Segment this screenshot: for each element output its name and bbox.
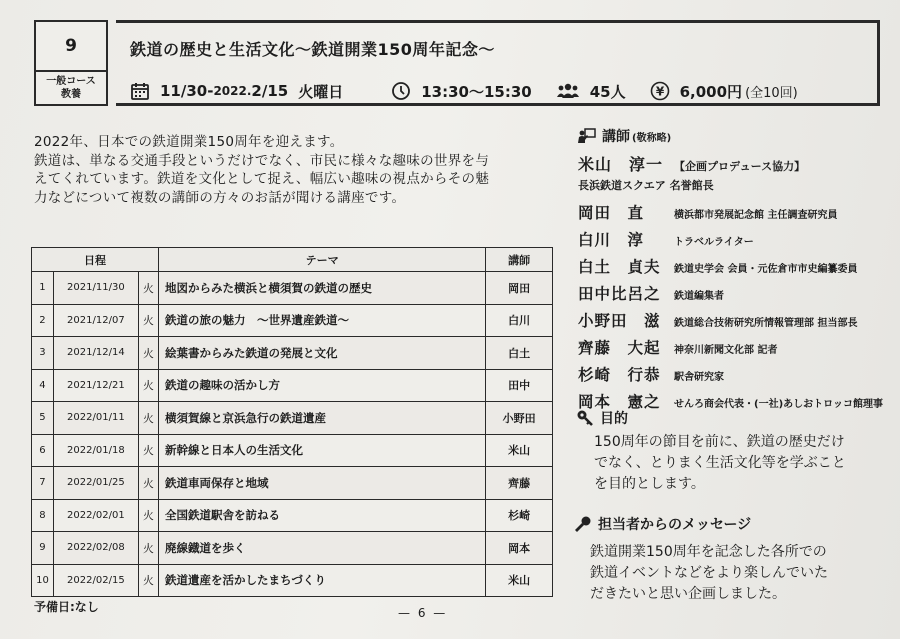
session-lecturer: 岡本 (486, 532, 553, 565)
lecturer-name: 白川 淳 (578, 231, 645, 249)
fee: 6,000円 (679, 82, 743, 101)
lecturer-icon (578, 128, 596, 144)
session-theme: 鉄道車両保存と地域 (159, 467, 486, 500)
lecturer-affiliation: せんろ商会代表・(一社)あしおトロッコ館理事 (674, 399, 883, 410)
course-info-row (130, 79, 867, 103)
session-lecturer: 岡田 (486, 272, 553, 305)
session-number: 8 (32, 499, 54, 532)
session-lecturer: 杉崎 (486, 499, 553, 532)
lecturer-affiliation: 横浜都市発展記念館 主任調査研究員 (674, 210, 838, 221)
session-number: 7 (32, 467, 54, 500)
lecturer-affiliation: 鉄道編集者 (674, 291, 724, 302)
lecturer-role: 【企画プロデュース協力】 (674, 160, 806, 173)
lecturer-affiliation: 神奈川新聞文化部 記者 (674, 345, 778, 356)
intro-text (34, 133, 574, 207)
lecturer-affiliation: 駅舎研究家 (674, 372, 724, 383)
course-header (116, 20, 880, 106)
lecturer-list (578, 152, 890, 412)
session-number: 6 (32, 434, 54, 467)
session-date: 2022/02/01 (53, 499, 138, 532)
calendar-icon (130, 81, 150, 101)
session-weekday: 火 (138, 402, 158, 435)
purpose-line: でなく、とりまく生活文化等を学ぶこと (594, 455, 846, 471)
lecturer-name: 杉崎 行恭 (578, 366, 661, 384)
course-number: 9 (36, 22, 106, 72)
page-number: — 6 — (398, 606, 448, 620)
session-weekday: 火 (138, 467, 158, 500)
lecturers-note: (敬称略) (632, 132, 672, 144)
course-badge (34, 20, 108, 106)
time: 13:30～15:30 (421, 82, 532, 101)
course-title: 鉄道の歴史と生活文化～鉄道開業150周年記念～ (130, 40, 495, 59)
header-lecturer: 講師 (486, 248, 553, 272)
session-weekday: 火 (138, 434, 158, 467)
session-date: 2022/01/25 (53, 467, 138, 500)
session-date: 2021/12/21 (53, 369, 138, 402)
session-number: 9 (32, 532, 54, 565)
lecturer-affiliation: 鉄道総合技術研究所情報管理部 担当部長 (674, 318, 858, 329)
date-end: 2/15 (251, 82, 289, 100)
session-number: 2 (32, 304, 54, 337)
lecturers-title: 講師 (602, 129, 630, 145)
reserve-day: 予備日:なし (34, 600, 99, 614)
session-lecturer: 小野田 (486, 402, 553, 435)
lecturer-main-affiliation: 長浜鉄道スクエア 名誉館長 (578, 179, 714, 192)
schedule-row (32, 369, 553, 402)
lecturer-main (578, 152, 890, 175)
session-lecturer: 米山 (486, 564, 553, 597)
purpose-title: 目的 (600, 411, 628, 427)
session-date: 2022/02/15 (53, 564, 138, 597)
yen-icon (650, 81, 670, 101)
purpose-line: を目的とします。 (594, 476, 705, 492)
message-line: 鉄道イベントなどをより楽しんでいた (590, 565, 828, 581)
session-theme: 全国鉄道駅舎を訪ねる (159, 499, 486, 532)
session-theme: 絵葉書からみた鉄道の発展と文化 (159, 337, 486, 370)
lecturer-item (578, 228, 890, 250)
session-weekday: 火 (138, 499, 158, 532)
session-theme: 横須賀線と京浜急行の鉄道遺産 (159, 402, 486, 435)
lecturer-name: 白土 貞夫 (578, 258, 661, 276)
course-type (36, 72, 106, 104)
lecturer-name: 小野田 滋 (578, 312, 661, 330)
lecturers-heading (578, 126, 890, 146)
session-theme: 廃線鐡道を歩く (159, 532, 486, 565)
lecturer-name: 岡田 直 (578, 204, 645, 222)
capacity: 45人 (589, 82, 626, 101)
session-lecturer: 白土 (486, 337, 553, 370)
session-theme: 新幹線と日本人の生活文化 (159, 434, 486, 467)
session-number: 5 (32, 402, 54, 435)
session-number: 3 (32, 337, 54, 370)
header-date: 日程 (32, 248, 159, 272)
clock-icon (391, 81, 411, 101)
session-date: 2021/12/07 (53, 304, 138, 337)
session-number: 1 (32, 272, 54, 305)
session-weekday: 火 (138, 369, 158, 402)
schedule-row (32, 532, 553, 565)
schedule-row (32, 337, 553, 370)
schedule-row (32, 402, 553, 435)
schedule-row (32, 434, 553, 467)
message-line: 鉄道開業150周年を記念した各所での (590, 544, 827, 560)
session-lecturer: 米山 (486, 434, 553, 467)
session-date: 2022/01/11 (53, 402, 138, 435)
header-theme: テーマ (159, 248, 486, 272)
schedule-header-row (32, 248, 553, 272)
lecturer-item (578, 336, 890, 358)
session-weekday: 火 (138, 272, 158, 305)
session-date: 2021/11/30 (53, 272, 138, 305)
message-heading (574, 514, 751, 534)
lecturer-item (578, 282, 890, 304)
date-start: 11/30- (160, 82, 214, 100)
intro-line: 力などについて複数の講師の方々のお話が聞ける講座です。 (34, 189, 406, 206)
people-icon (556, 82, 580, 100)
session-number: 10 (32, 564, 54, 597)
date-year: 2022. (213, 84, 252, 98)
session-date: 2021/12/14 (53, 337, 138, 370)
session-lecturer: 白川 (486, 304, 553, 337)
microphone-icon (574, 515, 592, 533)
purpose-line: 150周年の節目を前に、鉄道の歴史だけ (594, 434, 845, 450)
session-weekday: 火 (138, 564, 158, 597)
schedule-row (32, 499, 553, 532)
lecturer-affiliation: 鉄道史学会 会員・元佐倉市市史編纂委員 (674, 264, 858, 275)
schedule-table (31, 247, 553, 597)
lecturer-name: 田中比呂之 (578, 285, 661, 303)
lecturer-item (578, 309, 890, 331)
lecturer-name: 米山 淳一 (578, 155, 664, 174)
lecturer-affiliation: トラベルライター (674, 237, 754, 248)
sessions: (全10回) (745, 85, 798, 101)
svg-text:¥: ¥ (655, 84, 664, 99)
session-lecturer: 齊藤 (486, 467, 553, 500)
course-type-line1: 一般コース (46, 76, 96, 87)
course-type-line2: 教養 (61, 89, 81, 100)
session-weekday: 火 (138, 337, 158, 370)
lecturer-name: 齊藤 大起 (578, 339, 661, 357)
intro-line: 鉄道は、単なる交通手段というだけでなく、市民に様々な趣味の世界を与 (34, 152, 490, 169)
session-number: 4 (32, 369, 54, 402)
intro-line: えてくれています。鉄道を文化として捉え、幅広い趣味の視点からその魅 (34, 171, 490, 187)
message-text (590, 542, 886, 605)
session-theme: 地図からみた横浜と横須賀の鉄道の歴史 (159, 272, 486, 305)
schedule-row (32, 304, 553, 337)
session-theme: 鉄道の旅の魅力 ～世界遺産鉄道～ (159, 304, 486, 337)
lecturer-item (578, 255, 890, 277)
session-lecturer: 田中 (486, 369, 553, 402)
session-theme: 鉄道の趣味の活かし方 (159, 369, 486, 402)
session-theme: 鉄道遺産を活かしたまちづくり (159, 564, 486, 597)
lecturer-item (578, 363, 890, 385)
session-date: 2022/02/08 (53, 532, 138, 565)
message-title: 担当者からのメッセージ (598, 517, 752, 533)
schedule-row (32, 467, 553, 500)
intro-line: 2022年、日本での鉄道開業150周年を迎えます。 (34, 134, 344, 150)
schedule-body (32, 272, 553, 597)
session-weekday: 火 (138, 304, 158, 337)
schedule-row (32, 564, 553, 597)
session-weekday: 火 (138, 532, 158, 565)
session-date: 2022/01/18 (53, 434, 138, 467)
lecturer-item (578, 201, 890, 223)
weekday: 火曜日 (298, 82, 344, 101)
key-icon (576, 409, 594, 427)
schedule-row (32, 272, 553, 305)
lecturer-items (578, 201, 890, 412)
purpose-text (594, 432, 884, 495)
message-line: だきたいと思い企画しました。 (590, 586, 786, 602)
purpose-heading (576, 408, 628, 428)
lecturer-name: 岡本 憲之 (578, 393, 661, 411)
lecturers-section (578, 126, 890, 417)
